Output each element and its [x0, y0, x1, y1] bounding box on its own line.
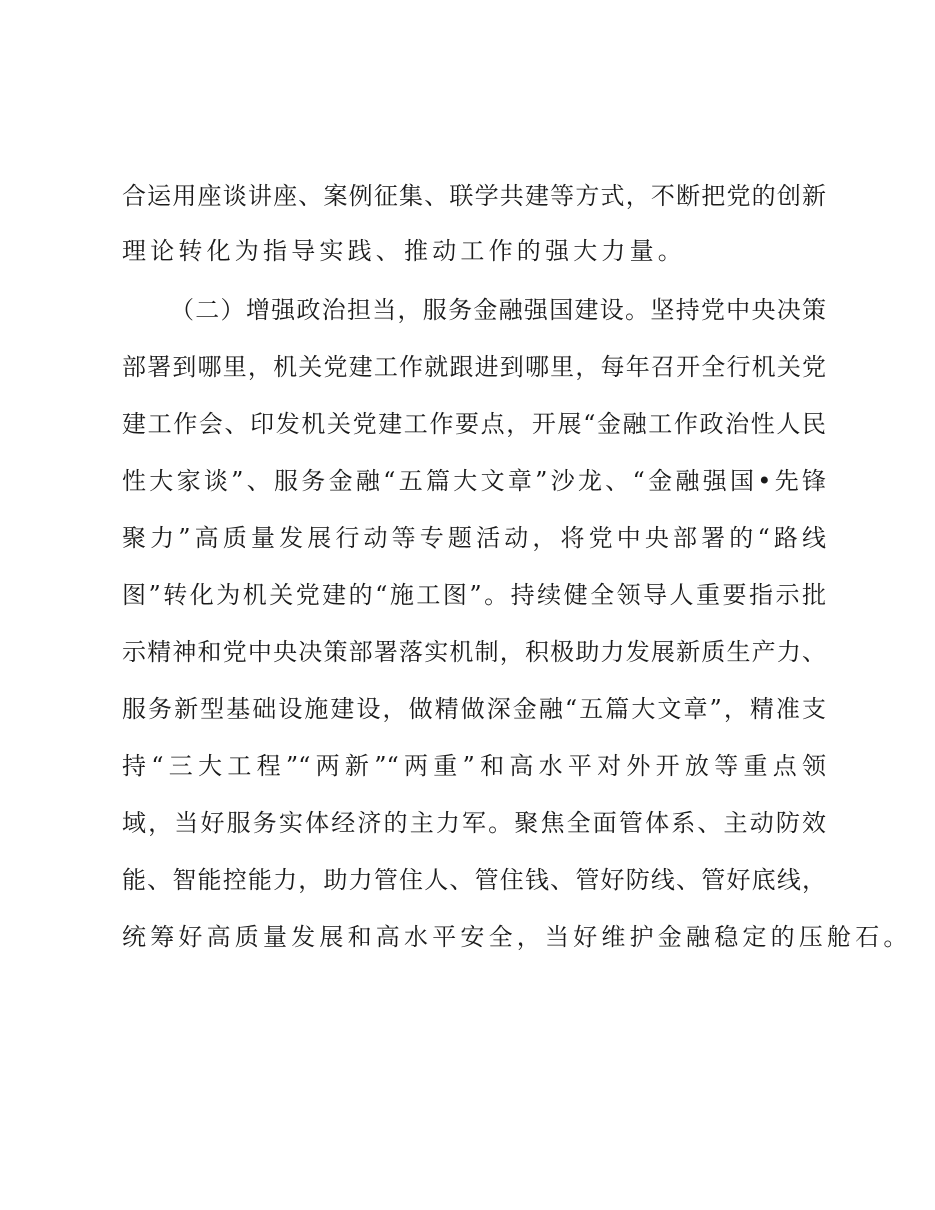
paragraph-2-line-8: 服务新型基础设施建设，做精做深金融“五篇大文章”，精准支	[122, 695, 826, 723]
paragraph-2-line-6: 图”转化为机关党建的“施工图”。持续健全领导人重要指示批	[122, 581, 826, 609]
paragraph-2-line-9: 持“三大工程”“两新”“两重”和高水平对外开放等重点领	[122, 752, 826, 780]
paragraph-2-line-12: 统筹好高质量发展和高水平安全，当好维护金融稳定的压舱石。	[122, 923, 912, 951]
paragraph-1-line-1: 合运用座谈讲座、案例征集、联学共建等方式，不断把党的创新	[122, 182, 826, 210]
paragraph-2-line-10: 域，当好服务实体经济的主力军。聚焦全面管体系、主动防效	[122, 809, 826, 837]
paragraph-2-line-2: 部署到哪里，机关党建工作就跟进到哪里，每年召开全行机关党	[122, 353, 826, 381]
paragraph-2-line-3: 建工作会、印发机关党建工作要点，开展“金融工作政治性人民	[122, 410, 826, 438]
paragraph-2-line-4: 性大家谈”、服务金融“五篇大文章”沙龙、“金融强国•先锋	[122, 467, 826, 495]
paragraph-2-line-11: 能、智能控能力，助力管住人、管住钱、管好防线、管好底线，	[122, 866, 826, 894]
paragraph-2-line-5: 聚力”高质量发展行动等专题活动，将党中央部署的“路线	[122, 524, 826, 552]
paragraph-2-line-1: （二）增强政治担当，服务金融强国建设。坚持党中央决策	[170, 296, 826, 324]
paragraph-1-line-2: 理论转化为指导实践、推动工作的强大力量。	[122, 237, 686, 265]
paragraph-2-line-7: 示精神和党中央决策部署落实机制，积极助力发展新质生产力、	[122, 638, 826, 666]
